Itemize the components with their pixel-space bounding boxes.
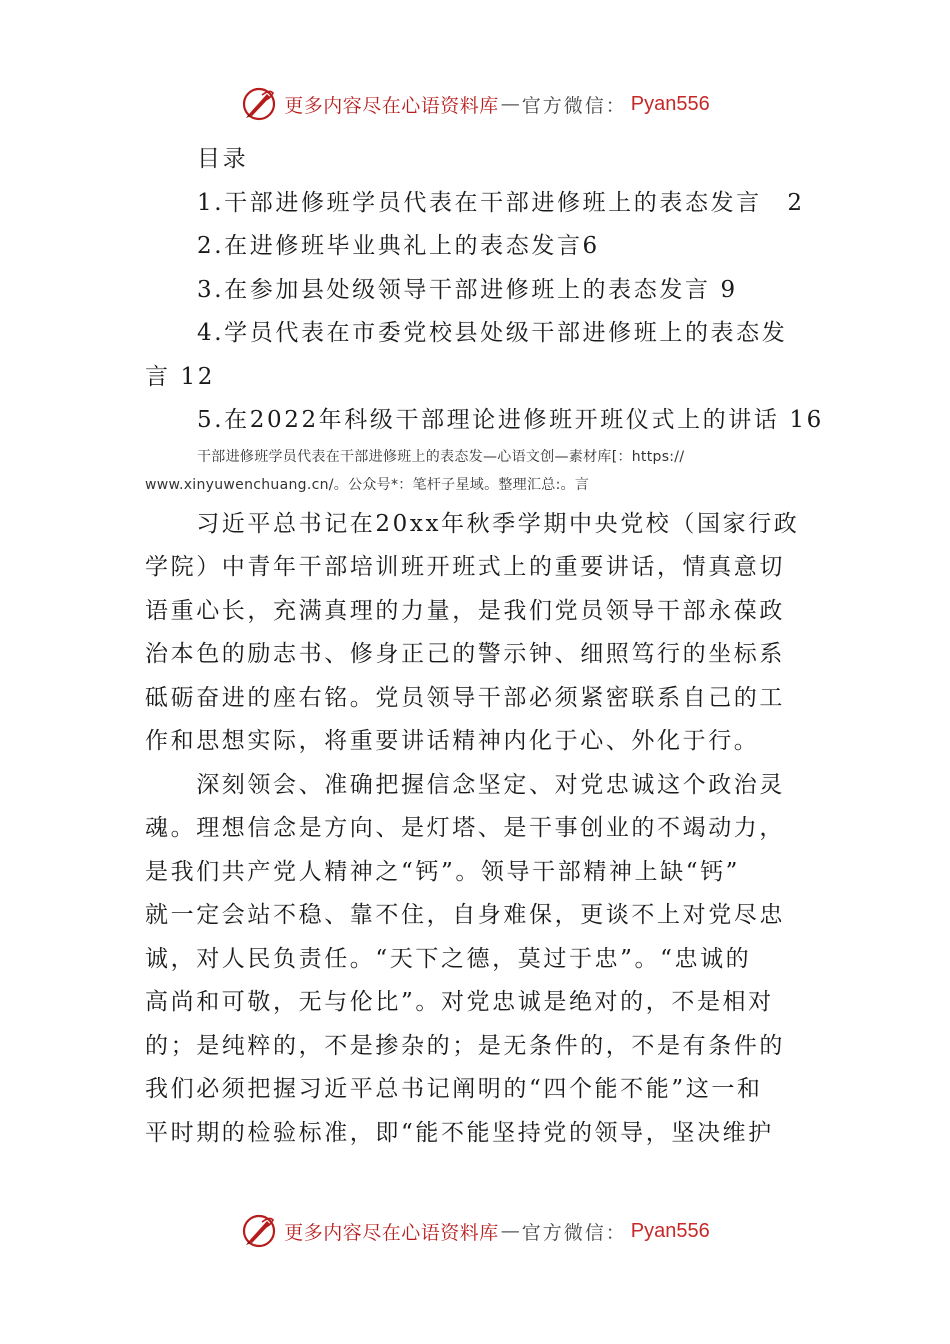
banner-wechat-id: Pyan556 [630,92,710,115]
banner-wechat-id: Pyan556 [630,1219,710,1242]
banner-separator: — [500,93,520,115]
paragraph-line: 平时期的检验标准，即“能不能坚持党的领导，坚决维护 [145,1119,774,1146]
paragraph-line: 我们必须把握习近平总书记阐明的“四个能不能”这一和 [145,1076,763,1102]
header-banner [0,84,950,124]
paragraph-line: 诚，对人民负责任。“天下之德，莫过于忠”。“忠诚的 [145,945,752,972]
quill-logo-icon [240,85,278,123]
paragraph-line: 语重心长，充满真理的力量，是我们党员领导干部永葆政 [145,597,785,624]
paragraph-line: 治本色的励志书、修身正己的警示钟、细照笃行的坐标系 [145,641,785,667]
paragraph-line: 学院）中青年干部培训班开班式上的重要讲话，情真意切 [145,554,785,580]
banner-site-text: 更多内容尽在心语资料库 [284,1221,499,1244]
toc-item-4: 4.学员代表在市委党校县处级干部进修班上的表态发 [197,320,788,346]
banner-official-label: 官方微信： [521,94,627,117]
paragraph-line: 砥砺奋进的座右铭。党员领导干部必须紧密联系自己的工 [145,684,785,711]
toc-item-2: 2.在进修班毕业典礼上的表态发言6 [197,233,600,259]
paragraph-line: 是我们共产党人精神之“钙”。领导干部精神上缺“钙” [145,858,741,885]
banner-official-label: 官方微信： [521,1221,627,1244]
toc-item-5: 5.在2022年科级干部理论进修班开班仪式上的讲话 16 [197,407,824,433]
footer-banner [0,1211,950,1251]
paragraph-line: 魂。理想信念是方向、是灯塔、是干事创业的不竭动力， [145,815,785,841]
toc-item-4-continuation: 言 12 [145,363,215,390]
paragraph-line: 作和思想实际，将重要讲话精神内化于心、外化于行。 [145,728,760,754]
paragraph-line: 深刻领会、准确把握信念坚定、对党忠诚这个政治灵 [145,771,785,798]
paragraph-2 [145,764,805,1156]
toc-title: 目录 [197,146,249,172]
paragraph-line: 习近平总书记在20xx年秋季学期中央党校（国家行政 [145,510,800,537]
document-body [145,138,824,1155]
quill-logo-icon [240,1212,278,1250]
banner-site-text: 更多内容尽在心语资料库 [284,94,499,117]
toc-item-1: 1.干部进修班学员代表在干部进修班上的表态发言 2 [197,189,805,216]
banner-separator: — [500,1220,520,1242]
source-meta-line-2: www.xinyuwenchuang.cn/。公众号*：笔杆子星域。整理汇总:。言 [145,476,590,493]
source-meta-line-1: 干部进修班学员代表在干部进修班上的表态发—心语文创—素材库[：https:// [197,448,685,465]
paragraph-1 [145,503,805,764]
toc-item-3: 3.在参加县处级领导干部进修班上的表态发言 9 [197,276,738,303]
paragraph-line: 就一定会站不稳、靠不住，自身难保，更谈不上对党尽忠 [145,902,785,928]
paragraph-line: 高尚和可敬，无与伦比”。对党忠诚是绝对的，不是相对 [145,989,774,1015]
paragraph-line: 的；是纯粹的，不是掺杂的；是无条件的，不是有条件的 [145,1032,785,1059]
